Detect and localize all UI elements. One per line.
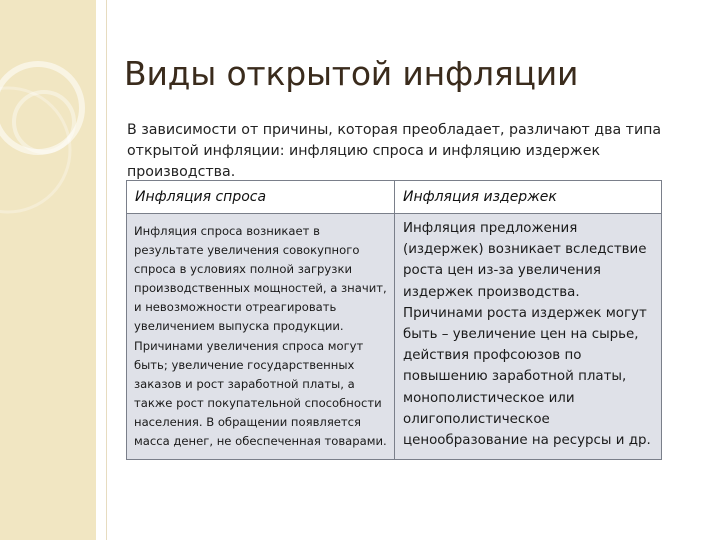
header-cost-inflation: Инфляция издержек xyxy=(395,181,662,214)
decorative-sidebar xyxy=(0,0,96,540)
sidebar-divider xyxy=(106,0,107,540)
table-header-row xyxy=(127,181,662,214)
intro-paragraph: В зависимости от причины, которая преобладает, различают два типа открытой инфляции: инфляцию спроса и инфляцию издержек производства. xyxy=(127,122,662,181)
demand-inflation-description: Инфляция спроса возникает в результате увеличения совокупного спроса в условиях полной загрузки производственных мощностей, а значит, и невозможности отреагировать увеличением выпуска продукции. Причинами увеличения спроса могут быть; увеличение государственных заказов и рост заработной платы, а также рост покупательной способности населения. В обращении появляется масса денег, не обеспеченная товарами. xyxy=(127,214,395,460)
header-demand-inflation: Инфляция спроса xyxy=(127,181,395,214)
ring-decoration-icon xyxy=(0,0,96,540)
comparison-table xyxy=(126,180,662,460)
table-row xyxy=(127,214,662,460)
cost-inflation-description: Инфляция предложения (издержек) возникает вследствие роста цен из-за увеличения издержек производства. Причинами роста издержек могут быть – увеличение цен на сырье, действия профсоюзов по повышению заработной платы, монополистическое или олигополистическое ценообразование на ресурсы и др. xyxy=(395,214,662,460)
slide-title: Виды открытой инфляции xyxy=(124,54,579,94)
